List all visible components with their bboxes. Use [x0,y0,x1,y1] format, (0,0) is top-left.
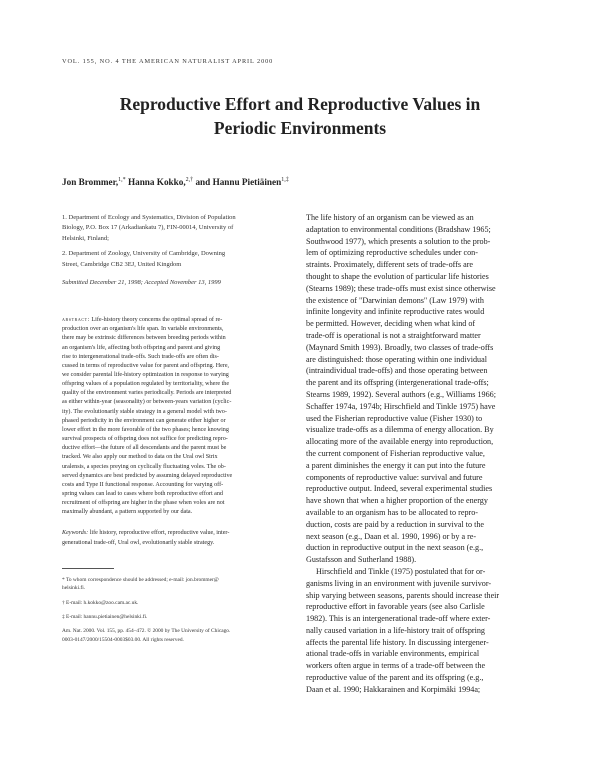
affiliation [62,249,288,270]
body-line: a parent diminishes the energy it can put into the future [306,460,486,470]
submission-dates: Submitted December 21, 1998; Accepted November 13, 1999 [62,279,221,287]
body-line: Daan et al. 1990; Hakkarainen and Korpimäki 1994a; [306,684,481,694]
footnote-line: ‡ E-mail: hannu.pietiainen@helsinki.fi. [62,614,148,620]
abstract-text: an organism's life, affecting both offspring and parent and giving [62,344,221,351]
body-line: Stearns 1989, 1992). Several authors (e.g., Williams 1966; [306,389,496,399]
abstract-line [62,408,288,417]
body-line: (Stearns 1989); these trade-offs must exist since otherwise [306,283,496,293]
body-line: ship varying between seasons, parents should increase their [306,590,500,600]
author-name: Jon Brommer, [62,177,119,188]
body-line: adaptation to environmental conditions (Bradshaw 1965; [306,224,491,234]
citation-line: Am. Nat. 2000. Vol. 155, pp. 454–472. © 2000 by The University of Chicago. [62,628,231,635]
affiliation-line: 1. Department of Ecology and Systematics, Division of Population [62,214,236,221]
abstract-line [62,426,288,435]
body-line: have shown that when a higher proportion of the energy [306,496,488,506]
keywords-line [62,539,288,548]
author-name: Hanna Kokko, [125,177,186,188]
body-line: the existence of "Darwinian demons" (Law 1979) with [306,295,484,305]
body-line: be permitted. However, deciding when what kind of [306,319,476,329]
left-column [62,213,288,644]
body-text [306,212,534,696]
affiliation-line: Biology, P.O. Box 17 (Arkadiankatu 7), FIN-00014, University of [62,224,234,232]
footnote-line: † E-mail: h.kokko@zoo.cam.ac.uk. [62,599,139,606]
keywords-line [62,529,288,538]
abstract-line [62,325,288,334]
abstract-line [62,508,288,517]
abstract-text: served dynamics are best predicted by assuming delayed reproductive [62,472,233,479]
affiliation-line: 2. Department of Zoology, University of Cambridge, Downing [62,250,226,258]
keywords-label: Keywords: [62,530,89,537]
keywords [62,529,288,547]
author-name: and Hannu Pietiäinen [193,177,282,188]
abstract-line [62,389,288,398]
body-line: (Maynard Smith 1993). Broadly, two classes of trade-offs [306,342,494,352]
abstract-line [62,490,288,499]
body-line: components of reproductive value: survival and future [306,472,483,482]
abstract-line [62,435,288,444]
abstract-text: as either within-year (seasonality) or between-years variation (cyclic- [62,399,232,406]
running-head: VOL. 155, NO. 4 THE AMERICAN NATURALIST APRIL 2000 [62,58,274,65]
abstract-text: cussed in terms of reproductive value for parent and offspring. Here, [62,362,230,369]
body-line: workers often argue in terms of a trade-off between the [306,661,486,671]
body-line: straints. Proximately, different sets of trade-offs are [306,260,474,270]
body-line: ational trade-offs in variable environments, empirical [306,649,480,659]
abstract-text: uralensis, a species preying on cyclically fluctuating voles. The ob- [62,463,226,470]
body-line: ganisms living in an environment with juvenile survivor- [306,578,492,588]
body-line: are distinguished: those operating within one individual [306,354,487,364]
abstract-text: maximally abundant, a pattern supported by our data. [62,509,193,516]
abstract-label: abstract: [62,317,90,324]
abstract-line [62,362,288,371]
abstract-line [62,353,288,362]
body-line: (intraindividual trade-offs) and those operating between [306,366,488,376]
body-line: used the Fisherian reproductive value (Fisher 1930) to [306,413,483,423]
body-line: The life history of an organism can be viewed as an [306,213,474,222]
body-line: 1982). This is an intergenerational trade-off where exter- [306,614,491,624]
abstract-text: production over an organism's life span. In variable environments, [62,326,224,333]
body-line: Hirschfield and Tinkle (1975) postulated that for or- [316,566,486,576]
body-line: visualize trade-offs as a dilemma of energy allocation. By [306,425,494,435]
abstract-text: rise to intergenerational trade-offs. Such trade-offs are often dis- [62,353,219,360]
body-line: reproductive effort in favorable years (see also Carlisle [306,602,485,612]
abstract-text: ductive effort—the future of all descendants and the parent must be [62,445,227,452]
affiliation-line: Helsinki, Finland; [62,234,109,242]
body-line: next season (e.g., Daan et al. 1990, 1996) or by a re- [306,531,477,541]
abstract-text: Life-history theory concerns the optimal spread of re- [89,317,223,324]
keywords-text: life history, reproductive effort, reproductive value, inter- [88,530,230,537]
keywords-text: generational trade-off, Ural owl, evolutionarily stable strategy. [62,539,215,546]
abstract-text: offspring values of a population regulated by territoriality, where the [62,381,230,388]
abstract-line [62,453,288,462]
body-line: allocating more of the available energy into reproduction, [306,437,494,447]
abstract-line [62,417,288,426]
abstract-text: survival prospects of offspring does not suffice for predicting repro- [62,436,228,443]
author-marks: 1,‡ [281,177,289,183]
affiliation [62,213,288,244]
body-line: lem of optimizing reproductive schedules under con- [306,248,478,258]
citation-line: 0003-0147/2000/15504-0003$03.00. All rights reserved. [62,636,184,643]
body-line: trade-off is operational is not a straightforward matter [306,330,481,340]
abstract-line [62,371,288,380]
abstract-text: there may be extrinsic differences between breeding periods within [62,335,226,342]
abstract-line [62,344,288,353]
body-line: duction, costs are paid by a reduction in survival to the [306,519,485,529]
body-line: Gustafsson and Sutherland 1988). [306,555,417,565]
footnote-rule [62,568,114,569]
citation [62,627,288,644]
body-line: the parent and its offspring (intergenerational trade-offs; [306,378,489,388]
abstract-text: tracked. We also apply our method to data on the Ural owl Strix [62,454,218,461]
author-marks: 1,* [118,177,126,183]
abstract [62,316,288,517]
abstract-text: costs and Type II functional response. Accounting for varying off- [62,481,224,488]
body-line: affects the parental life history. In discussing intergener- [306,637,489,647]
affiliation-line: Street, Cambridge CB2 3EJ, United Kingdom [62,260,182,268]
abstract-text: lower effort in the more favorable of the two phases; hence knowing [62,426,229,433]
abstract-line [62,316,288,325]
footnote-line: * To whom correspondence should be addressed; e-mail: jon.brommer@ [62,576,219,583]
abstract-line [62,334,288,343]
body-line: infinite longevity and infinite reproductive rates would [306,307,485,317]
footnote-line: helsinki.fi. [62,585,86,592]
abstract-line [62,472,288,481]
abstract-text: recruitment of offspring are higher in the phase when voles are not [62,500,225,507]
body-line: thought to shape the evolution of particular life histories [306,271,489,281]
abstract-line [62,463,288,472]
article-title [62,92,538,140]
body-line: duction in reproductive output in the next season (e.g., [306,543,484,553]
abstract-line [62,499,288,508]
abstract-line [62,444,288,453]
body-line: Schaffer 1974a, 1974b; Hirschfield and Tinkle 1975) have [306,401,496,411]
abstract-text: phased periodicity in the environment can generate either higher or [62,417,226,424]
body-line: Southwood 1977), which presents a solution to the prob- [306,236,491,246]
body-line: reproductive output. Indeed, several experimental studies [306,484,493,494]
author-list [62,177,289,187]
author-marks: 2,† [185,177,194,183]
abstract-line [62,481,288,490]
abstract-text: we consider parental life-history optimization in response to varying [62,371,229,378]
abstract-line [62,380,288,389]
body-line: nally caused variation in a life-history trait of offspring [306,625,485,635]
body-line: the current component of Fisherian reproductive value, [306,448,485,458]
abstract-line [62,398,288,407]
abstract-text: spring values can lead to cases where both reproductive effort and [62,491,223,497]
title-line: Reproductive Effort and Reproductive Values in [119,94,481,114]
abstract-text: ity). The evolutionarily stable strategy in a general model with two- [62,408,227,415]
footnotes [62,576,288,622]
title-line: Periodic Environments [213,118,387,138]
body-line: available to an organism has to be allocated to repro- [306,507,478,517]
body-line: reproductive value of the parent and its offspring (e.g., [306,673,484,683]
abstract-text: quality of the environment varies periodically. Periods are interpreted [62,390,232,397]
